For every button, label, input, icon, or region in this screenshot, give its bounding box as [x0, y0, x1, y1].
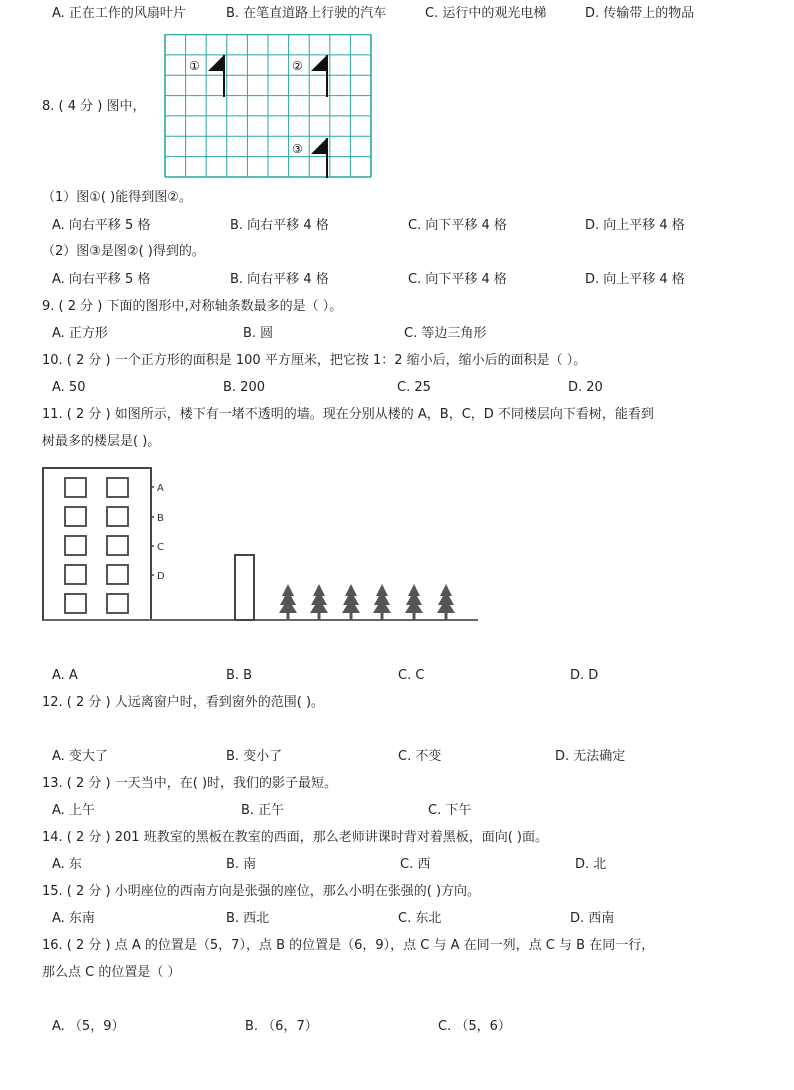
- q16-option-a[interactable]: A. （5，9）: [52, 1019, 125, 1034]
- floor-label-c: C: [157, 542, 164, 553]
- q12-option-a[interactable]: A. 变大了: [52, 749, 108, 764]
- q7-option-d[interactable]: D. 传输带上的物品: [585, 6, 695, 21]
- building-window: [65, 565, 86, 584]
- tree: [373, 584, 391, 620]
- q12-option-d[interactable]: D. 无法确定: [555, 749, 626, 764]
- tree: [279, 584, 297, 620]
- floor-label-d: D: [157, 571, 165, 582]
- tree: [437, 584, 455, 620]
- q7-option-b[interactable]: B. 在笔直道路上行驶的汽车: [226, 6, 387, 21]
- q16-option-b[interactable]: B. （6，7）: [245, 1019, 318, 1034]
- q16-stem-line2: 那么点 C 的位置是（ ）: [42, 965, 181, 980]
- q12-option-b[interactable]: B. 变小了: [226, 749, 283, 764]
- q13-option-b[interactable]: B. 正午: [241, 803, 285, 818]
- q8-sub2: （2）图③是图②( )得到的。: [42, 244, 205, 259]
- building-window: [65, 536, 86, 555]
- q10-option-a[interactable]: A. 50: [52, 380, 86, 395]
- q11-option-d[interactable]: D. D: [570, 668, 599, 683]
- q8-sub2-option-b[interactable]: B. 向右平移 4 格: [230, 272, 329, 287]
- tree: [405, 584, 423, 620]
- q8-sub1-option-d[interactable]: D. 向上平移 4 格: [585, 218, 685, 233]
- tree: [310, 584, 328, 620]
- q16-stem-line1: 16. ( 2 分 ) 点 A 的位置是（5，7），点 B 的位置是（6，9），点 C 与 A 在同一列，点 C 与 B 在同一行，: [42, 938, 655, 953]
- q10-stem: 10. ( 2 分 ) 一个正方形的面积是 100 平方厘米，把它按 1：2 缩小后，缩小后的面积是（ ）。: [42, 353, 587, 368]
- q11-option-b[interactable]: B. B: [226, 668, 253, 683]
- q9-option-b[interactable]: B. 圆: [243, 326, 274, 341]
- q15-option-b[interactable]: B. 西北: [226, 911, 270, 926]
- q15-option-d[interactable]: D. 西南: [570, 911, 615, 926]
- q11-option-a[interactable]: A. A: [52, 668, 78, 683]
- q8-sub1: （1）图①( )能得到图②。: [42, 190, 192, 205]
- q11-stem-line2: 树最多的楼层是( )。: [42, 434, 161, 449]
- q8-sub2-option-c[interactable]: C. 向下平移 4 格: [408, 272, 507, 287]
- q13-option-a[interactable]: A. 上午: [52, 803, 95, 818]
- wall: [235, 555, 254, 620]
- flag-2-label: ②: [292, 59, 303, 73]
- building-window: [107, 536, 128, 555]
- building-window: [107, 565, 128, 584]
- q8-sub2-option-d[interactable]: D. 向上平移 4 格: [585, 272, 685, 287]
- q14-option-a[interactable]: A. 东: [52, 857, 82, 872]
- q9-option-c[interactable]: C. 等边三角形: [404, 326, 487, 341]
- q8-sub1-option-c[interactable]: C. 向下平移 4 格: [408, 218, 507, 233]
- building-window: [107, 594, 128, 613]
- building-window: [107, 478, 128, 497]
- q8-stem: 8. ( 4 分 ) 图中，: [42, 99, 146, 114]
- q7-option-a[interactable]: A. 正在工作的风扇叶片: [52, 6, 186, 21]
- floor-label-a: A: [157, 483, 164, 494]
- q11-option-c[interactable]: C. C: [398, 668, 425, 683]
- q14-option-c[interactable]: C. 西: [400, 857, 431, 872]
- q15-option-c[interactable]: C. 东北: [398, 911, 442, 926]
- grid-lines: [165, 35, 371, 178]
- q9-stem: 9. ( 2 分 ) 下面的图形中,对称轴条数最多的是（ ）。: [42, 299, 343, 314]
- q10-option-c[interactable]: C. 25: [397, 380, 431, 395]
- building-window: [65, 478, 86, 497]
- q14-option-b[interactable]: B. 南: [226, 857, 257, 872]
- q8-sub2-option-a[interactable]: A. 向右平移 5 格: [52, 272, 151, 287]
- q8-grid-figure: [164, 34, 372, 178]
- q15-option-a[interactable]: A. 东南: [52, 911, 95, 926]
- q12-option-c[interactable]: C. 不变: [398, 749, 442, 764]
- q9-option-a[interactable]: A. 正方形: [52, 326, 108, 341]
- q8-sub1-option-a[interactable]: A. 向右平移 5 格: [52, 218, 151, 233]
- q8-sub1-option-b[interactable]: B. 向右平移 4 格: [230, 218, 329, 233]
- building-window: [107, 507, 128, 526]
- building-windows: [65, 478, 128, 613]
- floor-markers: [151, 483, 165, 582]
- q11-stem-line1: 11. ( 2 分 ) 如图所示，楼下有一堵不透明的墙。现在分别从楼的 A，B，C，D 不同楼层向下看树，能看到: [42, 407, 654, 422]
- q12-stem: 12. ( 2 分 ) 人远离窗户时，看到窗外的范围( )。: [42, 695, 325, 710]
- tree: [342, 584, 360, 620]
- q13-stem: 13. ( 2 分 ) 一天当中，在( )时，我们的影子最短。: [42, 776, 338, 791]
- q14-option-d[interactable]: D. 北: [575, 857, 607, 872]
- building-window: [65, 594, 86, 613]
- flag-1-label: ①: [189, 59, 200, 73]
- q15-stem: 15. ( 2 分 ) 小明座位的西南方向是张强的座位，那么小明在张强的( )方向。: [42, 884, 481, 899]
- q10-option-d[interactable]: D. 20: [568, 380, 603, 395]
- building: [43, 468, 151, 620]
- floor-label-b: B: [157, 513, 164, 524]
- q11-building-figure: [40, 462, 480, 624]
- q16-option-c[interactable]: C. （5，6）: [438, 1019, 511, 1034]
- q13-option-c[interactable]: C. 下午: [428, 803, 472, 818]
- q14-stem: 14. ( 2 分 ) 201 班教室的黑板在教室的西面，那么老师讲课时背对着黑板，面向( )面。: [42, 830, 548, 845]
- flag-3-label: ③: [292, 142, 303, 156]
- q10-option-b[interactable]: B. 200: [223, 380, 265, 395]
- trees: [279, 584, 455, 620]
- q7-option-c[interactable]: C. 运行中的观光电梯: [425, 6, 547, 21]
- building-window: [65, 507, 86, 526]
